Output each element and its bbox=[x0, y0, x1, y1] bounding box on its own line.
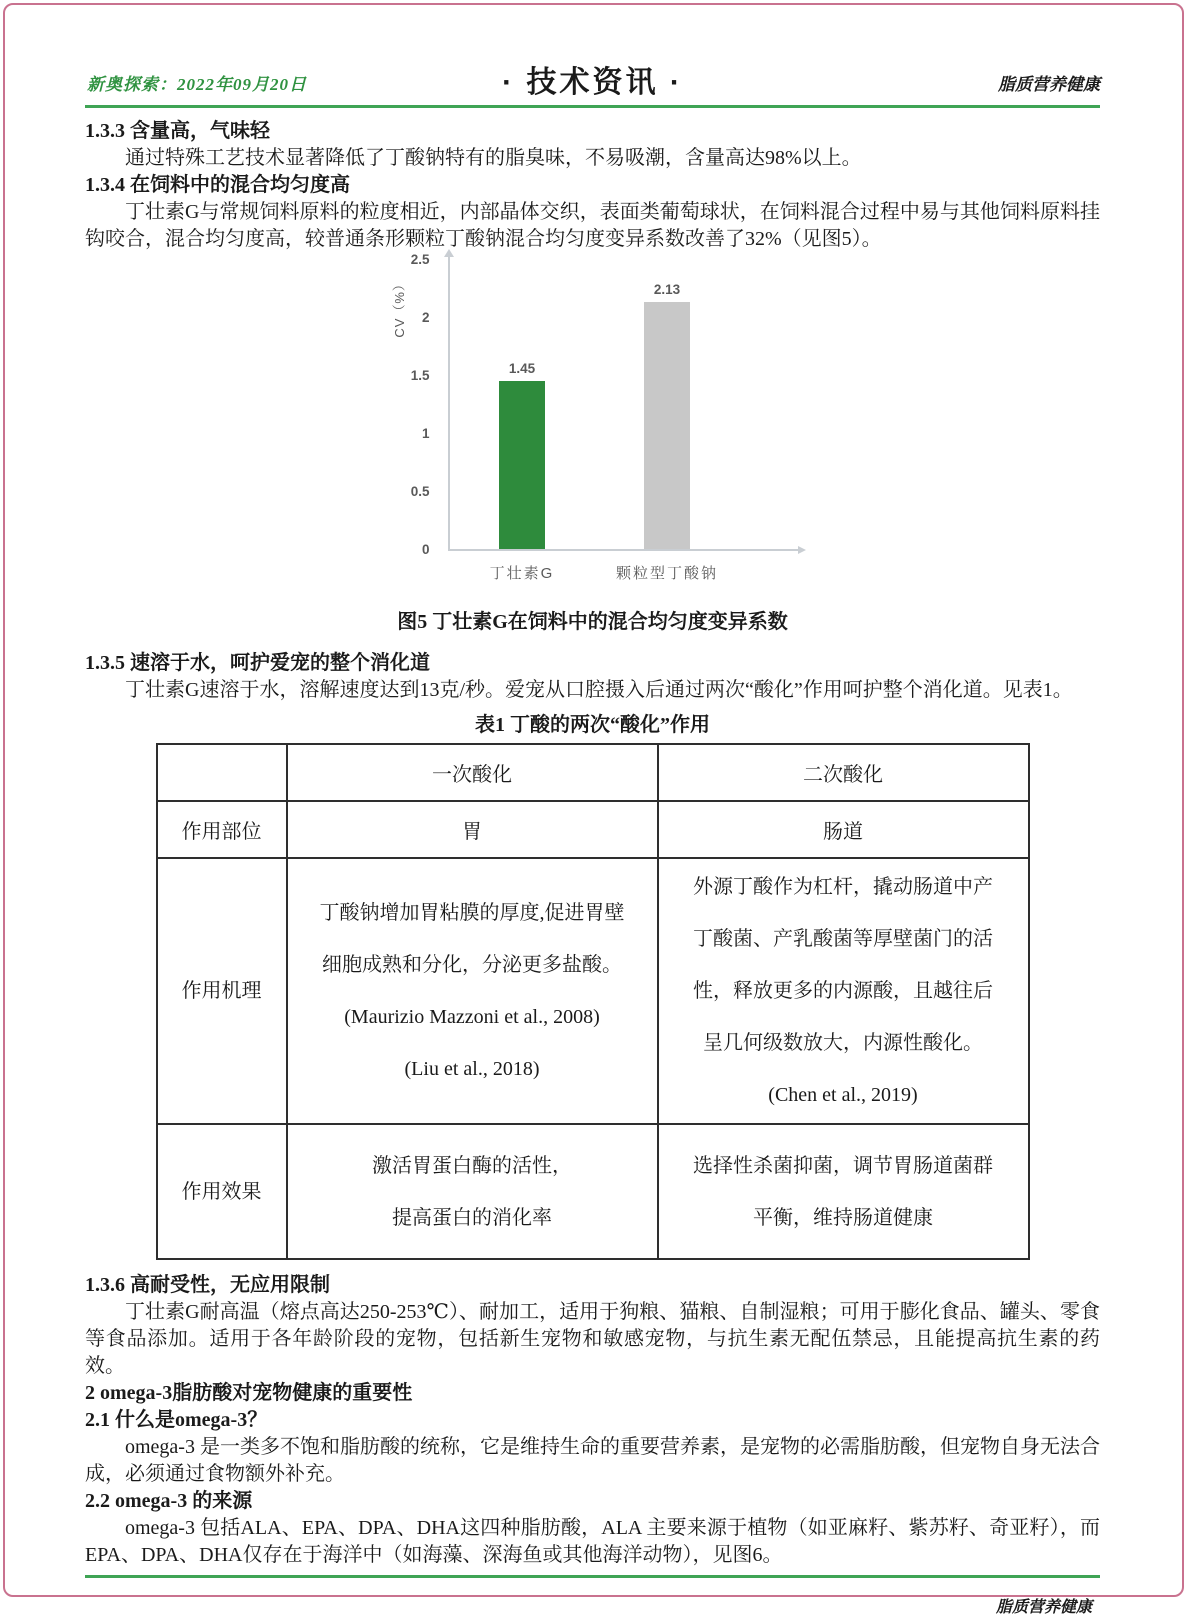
section-1-3-5-title: 1.3.5 速溶于水，呵护爱宠的整个消化道 bbox=[85, 652, 430, 674]
chart-bar bbox=[499, 360, 545, 549]
table-cell-line: 外源丁酸作为杠杆，撬动肠道中产 bbox=[693, 876, 993, 898]
chart-x-axis bbox=[448, 549, 800, 551]
table-cell bbox=[287, 1124, 658, 1259]
table-cell bbox=[157, 801, 287, 858]
table-cell bbox=[287, 744, 658, 801]
table-cell-line: 激活胃蛋白酶的活性， bbox=[372, 1154, 572, 1177]
table-cell-line: (Chen et al., 2019) bbox=[768, 1084, 918, 1106]
table-cell bbox=[157, 1124, 287, 1259]
chart-x-category-label: 颗粒型丁酸钠 bbox=[615, 565, 719, 582]
chart-bar-value-label: 2.13 bbox=[653, 281, 681, 297]
header-brand: 脂质营养健康 bbox=[998, 75, 1100, 94]
table-row bbox=[157, 858, 1029, 1124]
chart-bar bbox=[644, 281, 690, 549]
figure5-caption: 图5 丁壮素G在饲料中的混合均匀度变异系数 bbox=[397, 611, 788, 633]
table-cell bbox=[658, 1124, 1029, 1259]
table-row bbox=[157, 1124, 1029, 1259]
table1-title: 表1 丁酸的两次“酸化”作用 bbox=[475, 714, 710, 736]
table-cell-line: 细胞成熟和分化，分泌更多盐酸。 bbox=[322, 954, 622, 976]
table-cell-line: 作用部位 bbox=[181, 821, 262, 843]
section-2-1-body: omega-3 是一类多不饱和脂肪酸的统称，它是维持生命的重要营养素，是宠物的必需脂肪酸，但宠物自身无法合成，必须通过食物额外补充。 bbox=[85, 1436, 1100, 1485]
chart-y-tick-label: 1.5 bbox=[410, 368, 430, 383]
footer-rule bbox=[85, 1575, 1100, 1578]
chart-bar-value-label: 1.45 bbox=[508, 360, 536, 376]
chart-plot-area bbox=[450, 259, 740, 549]
table-cell bbox=[157, 858, 287, 1124]
chart-y-tick-label: 2.5 bbox=[410, 252, 430, 267]
table-cell-line: 选择性杀菌抑菌，调节胃肠道菌群 bbox=[693, 1154, 993, 1177]
section-2-2-title: 2.2 omega-3 的来源 bbox=[85, 1490, 253, 1512]
table-cell-line: 丁酸菌、产乳酸菌等厚壁菌门的活 bbox=[693, 928, 993, 950]
table-cell-line: 胃 bbox=[462, 821, 482, 843]
section-2-2-body: omega-3 包括ALA、EPA、DPA、DHA这四种脂肪酸，ALA 主要来源于植物（如亚麻籽、紫苏籽、奇亚籽），而EPA、DPA、DHA仅存在于海洋中（如海藻、深海鱼或其他海洋动物），见图6。 bbox=[85, 1517, 1100, 1566]
section-1-3-6-title: 1.3.6 高耐受性，无应用限制 bbox=[85, 1274, 330, 1296]
table-cell-line: 平衡，维持肠道健康 bbox=[753, 1206, 933, 1229]
table-cell-line: 作用机理 bbox=[181, 980, 262, 1002]
table-cell-line: 二次酸化 bbox=[803, 764, 883, 786]
chart-y-axis-label: CV（%） bbox=[391, 277, 407, 338]
figure5-bar-chart bbox=[378, 252, 808, 591]
table-cell bbox=[658, 801, 1029, 858]
chart-y-tick-label: 2 bbox=[421, 310, 430, 325]
table-row bbox=[157, 801, 1029, 858]
table-cell bbox=[287, 858, 658, 1124]
chart-y-tick-label: 1 bbox=[421, 426, 430, 441]
chart-x-category-label: 丁壮素G bbox=[489, 565, 555, 582]
table-row bbox=[157, 744, 1029, 801]
section-1-3-5-body: 丁壮素G速溶于水，溶解速度达到13克/秒。爱宠从口腔摄入后通过两次“酸化”作用呵护整个消化道。见表1。 bbox=[125, 679, 1073, 701]
table-cell-line: 一次酸化 bbox=[432, 764, 512, 786]
section-1-3-3-title: 1.3.3 含量高，气味轻 bbox=[85, 120, 270, 142]
table-cell bbox=[157, 744, 287, 801]
chart-x-axis-arrow-icon bbox=[798, 546, 806, 554]
section-2-1-title: 2.1 什么是omega-3？ bbox=[85, 1409, 268, 1431]
chart-y-tick-label: 0 bbox=[421, 542, 430, 557]
page-title: · 技术资讯 · bbox=[502, 66, 683, 99]
table-cell bbox=[287, 801, 658, 858]
chart-y-ticks bbox=[378, 252, 440, 557]
section-1-3-4-title: 1.3.4 在饲料中的混合均匀度高 bbox=[85, 174, 350, 196]
footer-brand: 脂质营养健康 bbox=[995, 1599, 1092, 1616]
table-cell-line: 呈几何级数放大，内源性酸化。 bbox=[703, 1032, 983, 1054]
section-1-3-6-body: 丁壮素G耐高温（熔点高达250-253℃）、耐加工，适用于狗粮、猫粮、自制湿粮；可用于膨化食品、罐头、零食等食品添加。适用于各年龄阶段的宠物，包括新生宠物和敏感宠物，与抗生素无配伍禁忌，且能提高抗生素的药效。 bbox=[85, 1301, 1100, 1377]
header-date: 新奥探索：2022年09月20日 bbox=[87, 75, 307, 94]
page-header bbox=[85, 66, 1100, 108]
table-cell-line: 丁酸钠增加胃粘膜的厚度,促进胃壁 bbox=[319, 902, 625, 924]
table-cell-line: 作用效果 bbox=[181, 1180, 262, 1203]
table-cell bbox=[658, 744, 1029, 801]
table-cell-line: 提高蛋白的消化率 bbox=[392, 1206, 552, 1229]
chart-y-tick-label: 0.5 bbox=[410, 484, 430, 499]
section-1-3-3-body: 通过特殊工艺技术显著降低了丁酸钠特有的脂臭味，不易吸潮，含量高达98%以上。 bbox=[125, 147, 862, 169]
table-cell-line: 肠道 bbox=[823, 821, 863, 843]
chart-y-axis-arrow-icon bbox=[444, 249, 454, 257]
table-cell-line: 性，释放更多的内源酸，且越往后 bbox=[693, 980, 993, 1002]
table-cell bbox=[658, 858, 1029, 1124]
section-1-3-4-body: 丁壮素G与常规饲料原料的粒度相近，内部晶体交织，表面类葡萄球状，在饲料混合过程中易与其他饲料原料挂钩咬合，混合均匀度高，较普通条形颗粒丁酸钠混合均匀度变异系数改善了32%（见图5）。 bbox=[85, 201, 1100, 250]
table-cell-line: (Maurizio Mazzoni et al., 2008) bbox=[344, 1006, 600, 1028]
section-2-title: 2 omega-3脂肪酸对宠物健康的重要性 bbox=[85, 1382, 413, 1404]
table-cell-line: (Liu et al., 2018) bbox=[404, 1058, 540, 1080]
table1 bbox=[156, 743, 1030, 1260]
